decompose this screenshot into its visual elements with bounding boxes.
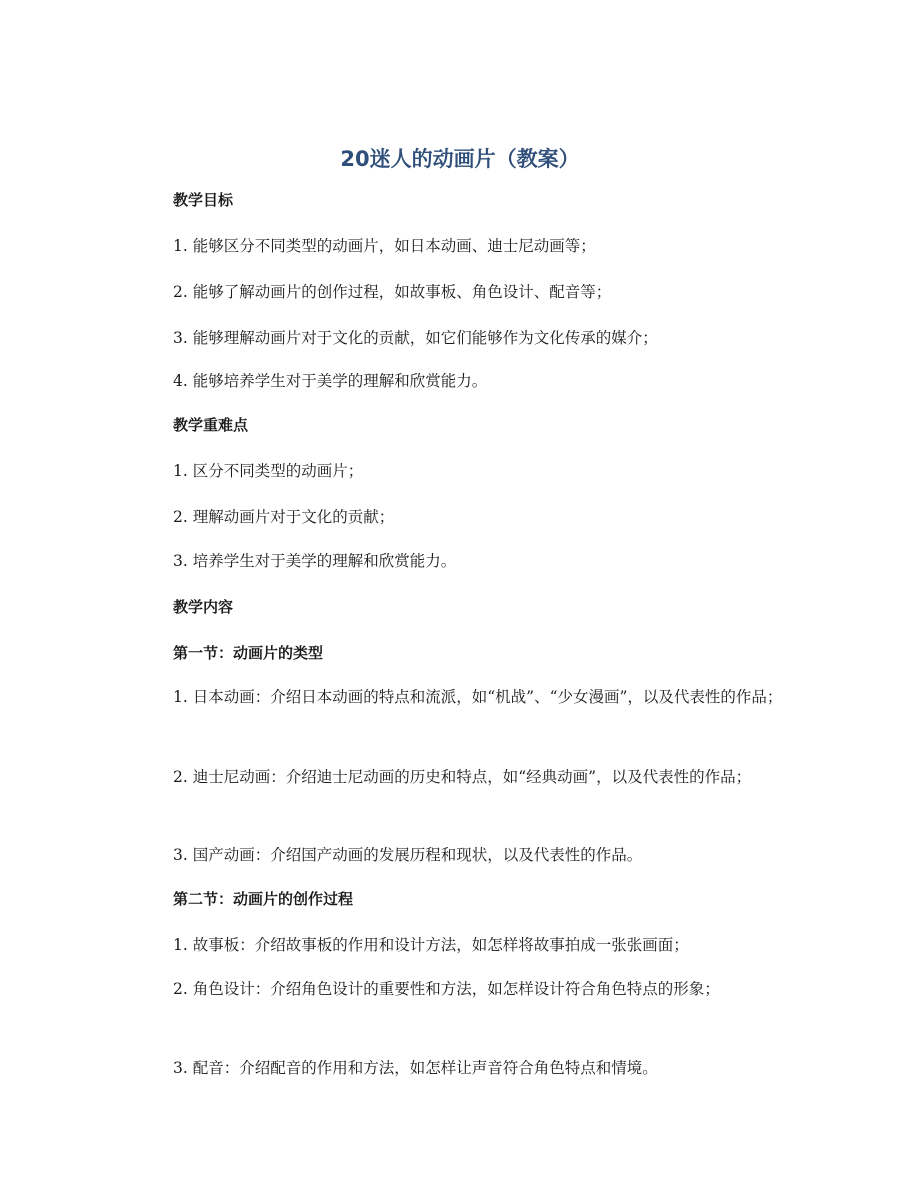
goal-item-3: 3. 能够理解动画片对于文化的贡献，如它们能够作为文化传承的媒介； [173,329,658,347]
key-point-item-3: 3. 培养学生对于美学的理解和欣赏能力。 [173,552,457,570]
section-heading-content: 教学内容 [173,598,234,616]
content-item-process-1: 1. 故事板：介绍故事板的作用和设计方法，如怎样将故事拍成一张张画面； [173,936,689,954]
goal-item-4: 4. 能够培养学生对于美学的理解和欣赏能力。 [173,372,488,390]
content-item-types-2: 2. 迪士尼动画：介绍迪士尼动画的历史和特点，如“经典动画”，以及代表性的作品； [173,768,752,786]
subsection-heading-process: 第二节：动画片的创作过程 [173,890,354,908]
key-point-item-1: 1. 区分不同类型的动画片； [173,462,364,480]
section-heading-key-points: 教学重难点 [173,416,249,434]
key-point-item-2: 2. 理解动画片对于文化的贡献； [173,508,395,526]
subsection-heading-types: 第一节：动画片的类型 [173,644,324,662]
content-item-types-3: 3. 国产动画：介绍国产动画的发展历程和现状，以及代表性的作品。 [173,846,643,864]
content-item-process-2: 2. 角色设计：介绍角色设计的重要性和方法，如怎样设计符合角色特点的形象； [173,980,720,998]
page-title: 20迷人的动画片（教案） [340,147,580,171]
goal-item-2: 2. 能够了解动画片的创作过程，如故事板、角色设计、配音等； [173,283,612,301]
content-item-types-1: 1. 日本动画：介绍日本动画的特点和流派，如“机战”、“少女漫画”，以及代表性的作品； [173,688,783,706]
goal-item-1: 1. 能够区分不同类型的动画片，如日本动画、迪士尼动画等； [173,237,596,255]
content-item-process-3: 3. 配音：介绍配音的作用和方法，如怎样让声音符合角色特点和情境。 [173,1059,658,1077]
section-heading-goals: 教学目标 [173,191,234,209]
